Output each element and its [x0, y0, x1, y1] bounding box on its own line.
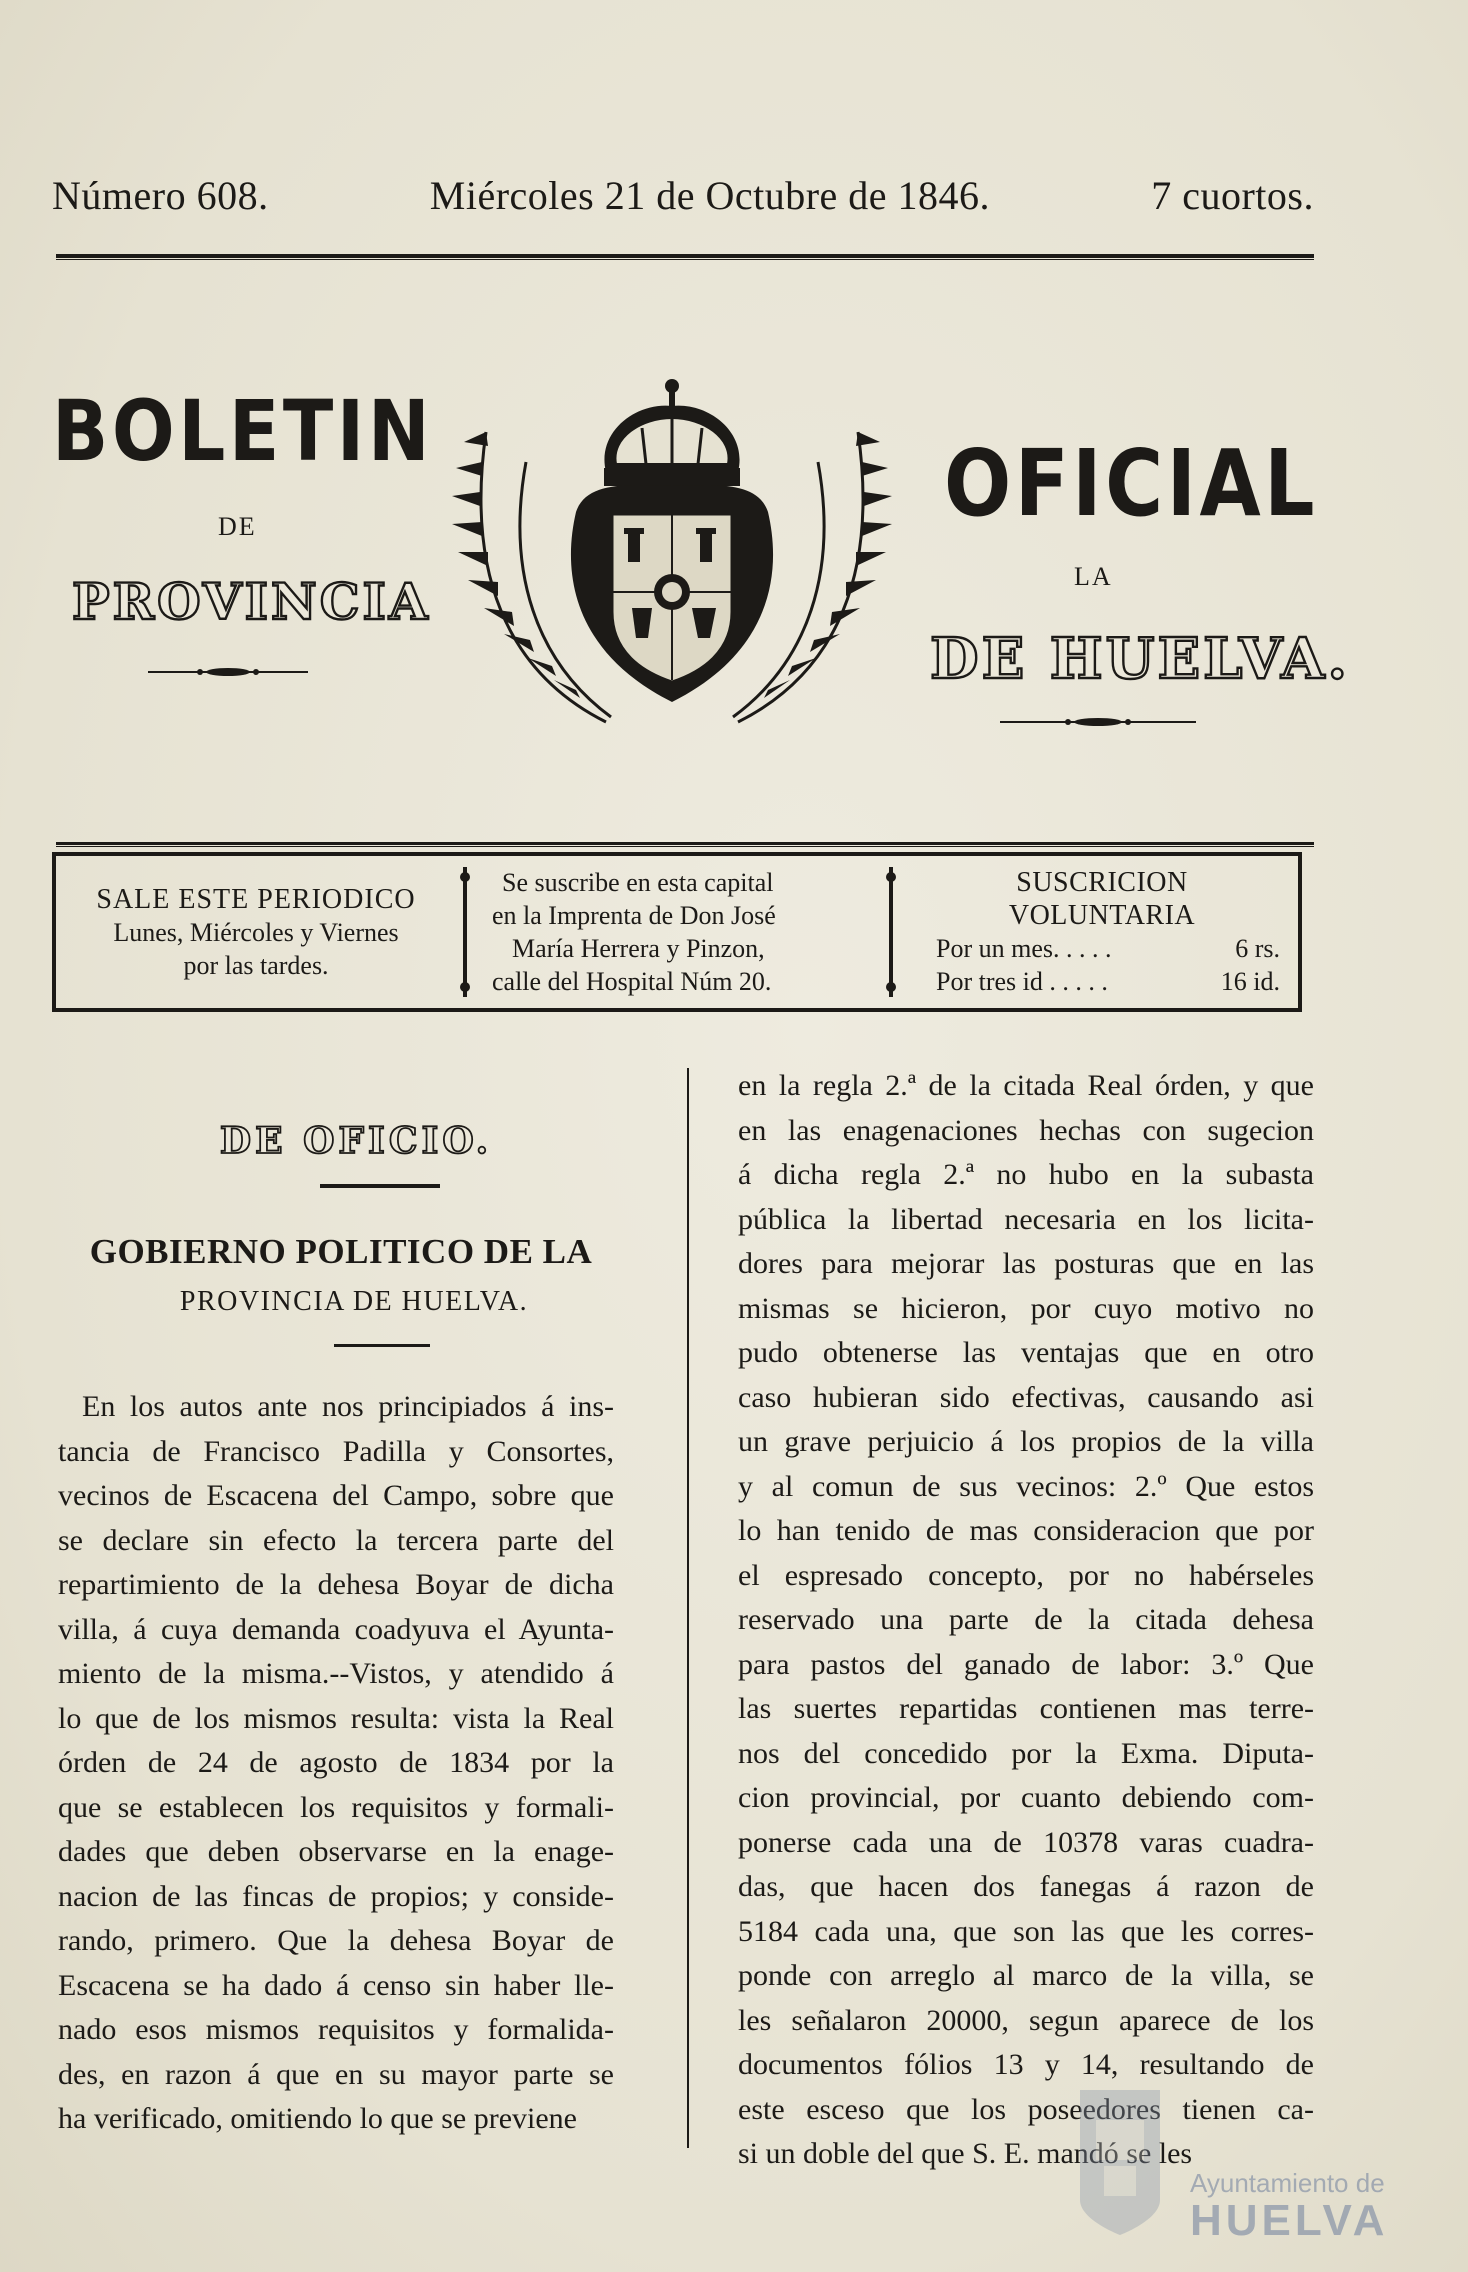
ornamental-separator — [882, 856, 900, 1008]
pricing-title: SUSCRICION VOLUNTARIA — [1008, 867, 1196, 931]
schedule-title: SALE ESTE PERIODICO — [96, 883, 416, 915]
article-subtitle: PROVINCIA DE HUELVA. — [179, 1286, 529, 1317]
masthead-de-huelva: DE HUELVA. — [930, 626, 1350, 692]
text-line: ponde con arreglo al marco de la villa, se — [738, 1959, 1314, 1992]
issue-price: 7 cuortos. — [1151, 173, 1314, 218]
price-value: 6 rs. — [1235, 934, 1280, 963]
article-title: GOBIERNO POLITICO DE LA — [89, 1232, 593, 1271]
text-line: lo que de los mismos resulta: vista la Real — [58, 1701, 614, 1735]
column-divider — [687, 1068, 689, 2148]
masthead-oficial: OFICIAL — [944, 430, 1318, 537]
text-line: repartimiento de la dehesa Boyar de dicha — [58, 1568, 614, 1601]
location-line-4: calle del Hospital Núm 20. — [492, 967, 772, 996]
subscription-location-column — [474, 856, 882, 1008]
price-label: Por tres id . . . . . — [936, 967, 1108, 996]
text-line: ponerse cada una de 10378 varas cuadra- — [738, 1825, 1314, 1859]
text-line: las suertes repartidas contienen mas terre- — [738, 1692, 1314, 1725]
text-line: cion provincial, por cuanto debiendo com- — [738, 1781, 1314, 1814]
text-line: les señalaron 20000, segun aparece de los — [738, 2003, 1314, 2037]
text-line: y al comun de sus vecinos: 2.º Que estos — [738, 1469, 1314, 1503]
pricing-column — [900, 856, 1298, 1008]
text-line: pudo obtenerse las ventajas que en otro — [738, 1336, 1314, 1369]
article-body-right — [738, 1064, 1314, 2177]
text-line: tancia de Francisco Padilla y Consortes, — [58, 1434, 614, 1468]
schedule-time: por las tardes. — [183, 950, 329, 980]
text-line: este esceso que los poseedores tienen ca- — [738, 2092, 1314, 2126]
text-line: que se establecen los requisitos y formali- — [58, 1790, 614, 1824]
header-line — [52, 172, 1314, 219]
text-line: dades que deben observarse en la enage- — [58, 1835, 614, 1868]
text-line: rando, primero. Que la dehesa Boyar de — [58, 1924, 614, 1957]
watermark-line-1: Ayuntamiento de — [1190, 2168, 1385, 2198]
text-line: el espresado concepto, por no habérseles — [738, 1558, 1314, 1592]
text-line: En los autos ante nos principiados á ins- — [82, 1390, 614, 1423]
masthead-rule — [56, 842, 1314, 847]
flourish-right — [1000, 714, 1196, 730]
text-line: un grave perjuicio á los propios de la villa — [738, 1425, 1314, 1458]
text-line: vecinos de Escacena del Campo, sobre que — [58, 1479, 614, 1512]
text-line: en las enagenaciones hechas con sugecion — [738, 1113, 1314, 1147]
location-line-3: María Herrera y Pinzon, — [512, 934, 765, 963]
header-rule — [56, 254, 1314, 260]
text-line: en la regla 2.ª de la citada Real órden, y que — [738, 1069, 1314, 1102]
masthead-la: LA — [1074, 562, 1113, 591]
text-line: miento de la misma.--Vistos, y atendido á — [58, 1657, 614, 1690]
price-value: 16 id. — [1220, 967, 1280, 996]
issue-date: Miércoles 21 de Octubre de 1846. — [429, 173, 991, 218]
text-line: des, en razon á que en su mayor parte se — [58, 2057, 614, 2091]
ornamental-separator — [456, 856, 474, 1008]
price-row — [924, 932, 1280, 965]
location-line-2: en la Imprenta de Don José — [492, 901, 776, 930]
text-line: se declare sin efecto la tercera parte del — [58, 1523, 614, 1557]
text-line: Escacena se ha dado á censo sin haber lle- — [58, 1968, 614, 2002]
text-line: nado esos mismos requisitos y formalida- — [58, 2013, 614, 2046]
text-line: pública la libertad necesaria en los licita- — [738, 1202, 1314, 1236]
schedule-column — [56, 856, 456, 1008]
text-line: ha verificado, omitiendo lo que se previene — [58, 2102, 577, 2135]
text-line: nacion de las fincas de propios; y conside- — [58, 1879, 614, 1913]
text-line: nos del concedido por la Exma. Diputa- — [738, 1736, 1314, 1770]
issue-number: Número 608. — [52, 173, 269, 218]
location-line-1: Se suscribe en esta capital — [502, 868, 774, 897]
text-line: villa, á cuya demanda coadyuva el Ayunta- — [58, 1612, 614, 1646]
masthead-boletin: BOLETIN — [52, 382, 434, 480]
right-column — [738, 1064, 1314, 2177]
coat-of-arms-icon — [436, 372, 908, 742]
price-label: Por un mes. . . . . — [936, 934, 1112, 963]
text-line: das, que hacen dos fanegas á razon de — [738, 1870, 1314, 1903]
text-line: á dicha regla 2.ª no hubo en la subasta — [738, 1158, 1314, 1191]
masthead-provincia: PROVINCIA — [72, 572, 431, 631]
text-line: reservado una parte de la citada dehesa — [738, 1603, 1314, 1636]
schedule-days: Lunes, Miércoles y Viernes — [113, 917, 399, 947]
text-line: dores para mejorar las posturas que en las — [738, 1247, 1314, 1280]
text-line: 5184 cada una, que son las que les corres- — [738, 1914, 1314, 1948]
left-column — [58, 1090, 614, 2142]
text-line: órden de 24 de agosto de 1834 por la — [58, 1746, 614, 1779]
flourish-left — [148, 664, 308, 680]
article-body-left — [58, 1385, 614, 2142]
text-line: caso hubieran sido efectivas, causando asi — [738, 1380, 1314, 1414]
text-line: mismas se hicieron, por cuyo motivo no — [738, 1291, 1314, 1325]
section-heading: DE OFICIO. — [219, 1120, 493, 1162]
subscription-info-box — [52, 852, 1302, 1012]
price-row — [924, 965, 1280, 998]
watermark-line-2: HUELVA — [1190, 2196, 1389, 2245]
text-line: para pastos del ganado de labor: 3.º Que — [738, 1647, 1314, 1681]
text-line: documentos fólios 13 y 14, resultando de — [738, 2048, 1314, 2081]
title-rule — [334, 1344, 430, 1347]
text-line: lo han tenido de mas consideracion que por — [738, 1514, 1314, 1547]
masthead-de: DE — [218, 512, 257, 541]
heading-rule — [320, 1184, 440, 1188]
text-line: si un doble del que S. E. mandó se les — [738, 2137, 1193, 2170]
